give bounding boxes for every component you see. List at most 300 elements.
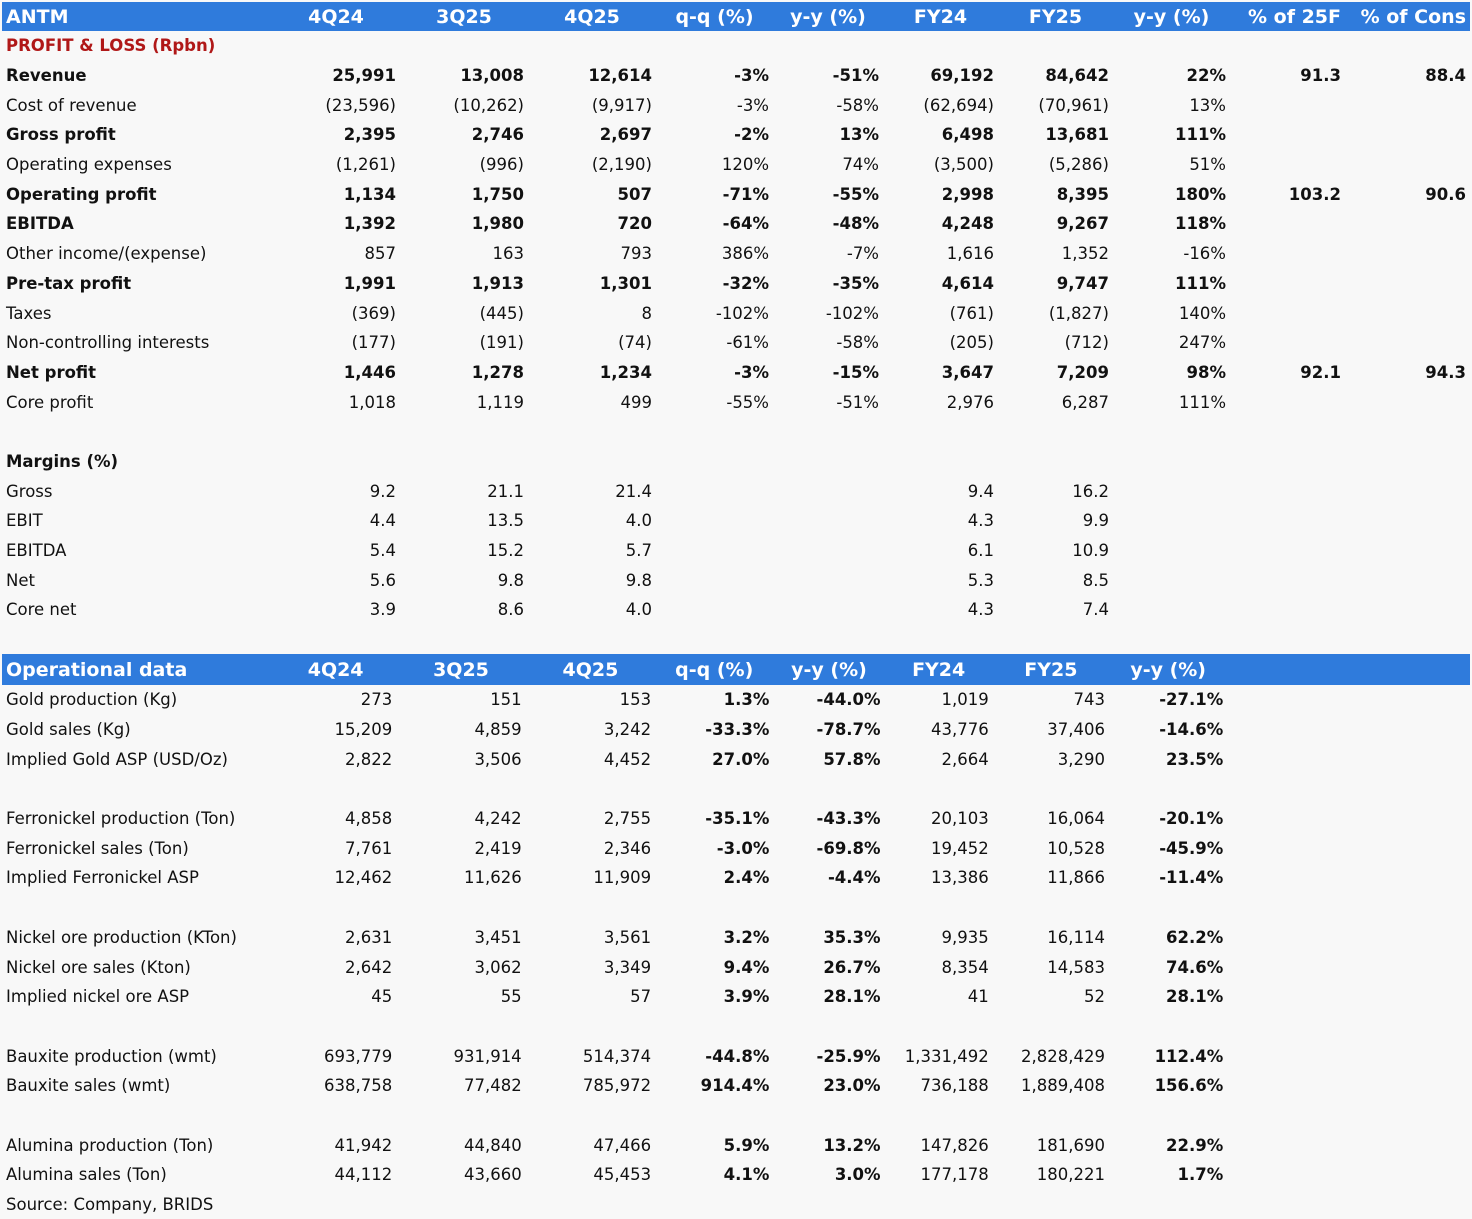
- table-row: [2, 863, 1470, 893]
- table-row: [2, 150, 1470, 180]
- table-cell: 16.2: [1072, 481, 1109, 501]
- table-cell: 5.6: [369, 570, 396, 590]
- table-cell: 2,697: [599, 125, 652, 145]
- row-label: Taxes: [6, 303, 52, 323]
- table-cell: 23.0%: [823, 1076, 881, 1096]
- table-row: [2, 1041, 1470, 1071]
- table-row: [2, 358, 1470, 388]
- table-cell: 514,374: [582, 1046, 652, 1066]
- table-cell: 14,583: [1047, 957, 1106, 977]
- table-cell: [1345, 476, 1470, 506]
- table-cell: (62,694): [923, 95, 994, 115]
- table-cell: 21.1: [487, 481, 524, 501]
- table-cell: 43,660: [463, 1165, 522, 1185]
- table-cell: 140%: [1178, 303, 1226, 323]
- table-cell: 3.2%: [723, 927, 770, 947]
- table-row: [2, 239, 1470, 269]
- table-cell: 84,642: [1045, 66, 1109, 86]
- table-cell: 16,114: [1047, 927, 1106, 947]
- table-cell: -55%: [726, 392, 769, 412]
- table-cell: 111%: [1175, 273, 1226, 293]
- spacer-cell: [2, 1101, 1470, 1131]
- table-cell: 57: [630, 987, 652, 1007]
- table-cell: 77,482: [463, 1076, 522, 1096]
- table-cell: [1113, 476, 1230, 506]
- table-cell: 2,664: [941, 749, 989, 769]
- spacer-row: [2, 774, 1470, 804]
- table-cell: 10.9: [1072, 541, 1109, 561]
- pl-section-title: [2, 31, 1470, 61]
- table-cell: 3.9: [369, 600, 396, 620]
- table-cell: 181,690: [1036, 1135, 1106, 1155]
- table-cell: 2,828,429: [1021, 1046, 1106, 1066]
- row-label: Gold sales (Kg): [6, 720, 131, 740]
- table-cell: [1345, 239, 1470, 269]
- ops-header-cell: y-y (%): [773, 654, 884, 685]
- pl-header-cell: % of Cons: [1345, 2, 1470, 31]
- table-cell: 3,242: [603, 720, 652, 740]
- table-cell: 5.3: [967, 570, 994, 590]
- table-cell: 793: [620, 244, 652, 264]
- table-cell: [773, 565, 883, 595]
- spacer-cell: [2, 774, 1470, 804]
- table-cell: [1345, 120, 1470, 150]
- table-cell: 1,234: [599, 362, 652, 382]
- table-cell: 94.3: [1425, 362, 1466, 382]
- table-cell: 9.4%: [723, 957, 770, 977]
- table-cell: 15.2: [487, 541, 524, 561]
- table-cell: 1.3%: [723, 690, 770, 710]
- table-cell: [1230, 239, 1345, 269]
- table-cell: 1,134: [343, 184, 396, 204]
- row-label: Net profit: [6, 362, 97, 382]
- row-label: Cost of revenue: [6, 95, 137, 115]
- table-cell: [1345, 536, 1470, 566]
- table-cell: 1,991: [343, 273, 396, 293]
- table-cell: [1345, 209, 1470, 239]
- table-cell: 74.6%: [1166, 957, 1224, 977]
- table-cell: 111%: [1175, 125, 1226, 145]
- row-label: EBITDA: [6, 541, 67, 561]
- table-cell: 90.6: [1425, 184, 1466, 204]
- table-cell: 2,642: [345, 957, 393, 977]
- table-cell: 3,647: [941, 362, 994, 382]
- table-cell: -51%: [832, 66, 879, 86]
- table-cell: [1230, 328, 1345, 358]
- table-cell: [1230, 506, 1345, 536]
- table-cell: 5.9%: [723, 1135, 770, 1155]
- table-cell: 120%: [721, 155, 769, 175]
- spacer-row: [2, 1012, 1470, 1042]
- table-cell: 45,453: [593, 1165, 652, 1185]
- row-label: Gold production (Kg): [6, 690, 178, 710]
- spacer-row: [2, 417, 1470, 447]
- table-row: [2, 387, 1470, 417]
- header-filler: [1227, 654, 1470, 685]
- table-cell: 1.7%: [1177, 1165, 1224, 1185]
- table-cell: 4,242: [474, 809, 522, 829]
- table-cell: -61%: [726, 333, 769, 353]
- pl-header-cell: 4Q25: [528, 2, 656, 31]
- table-cell: 22.9%: [1166, 1135, 1224, 1155]
- table-cell: 23.5%: [1166, 749, 1224, 769]
- table-cell: 4.3: [967, 600, 994, 620]
- table-row: [2, 595, 1470, 625]
- row-label: Nickel ore sales (Kton): [6, 957, 191, 977]
- table-cell: 153: [619, 690, 652, 710]
- table-cell: 8.5: [1082, 570, 1109, 590]
- table-cell: 9.4: [967, 481, 994, 501]
- table-cell: (70,961): [1038, 95, 1109, 115]
- table-cell: 180,221: [1036, 1165, 1106, 1185]
- ops-header-cell: 3Q25: [396, 654, 525, 685]
- table-cell: 13,008: [460, 66, 524, 86]
- table-cell: 6,287: [1061, 392, 1109, 412]
- table-cell: 8: [641, 303, 652, 323]
- section-title: PROFIT & LOSS (Rpbn): [6, 36, 216, 56]
- table-cell: 2,976: [946, 392, 994, 412]
- table-cell: 9.9: [1082, 511, 1109, 531]
- table-cell: [656, 565, 773, 595]
- table-cell: 3,506: [474, 749, 522, 769]
- table-cell: [773, 595, 883, 625]
- table-cell: 111%: [1178, 392, 1226, 412]
- row-label: Gross: [6, 481, 53, 501]
- table-cell: 177,178: [920, 1165, 989, 1185]
- table-cell: -71%: [722, 184, 769, 204]
- table-cell: 3.0%: [834, 1165, 881, 1185]
- table-cell: (445): [479, 303, 524, 323]
- table-cell: 13.2%: [823, 1135, 881, 1155]
- table-cell: -35%: [832, 273, 879, 293]
- table-cell: -3%: [734, 362, 769, 382]
- table-cell: 5.7: [625, 541, 652, 561]
- table-row: [2, 804, 1470, 834]
- table-cell: (10,262): [453, 95, 524, 115]
- ops-header-cell: FY24: [885, 654, 993, 685]
- table-cell: 9.8: [497, 570, 524, 590]
- pl-header-cell: y-y (%): [773, 2, 883, 31]
- table-cell: 28.1%: [1166, 987, 1224, 1007]
- table-cell: 13,386: [931, 868, 989, 888]
- table-cell: (996): [479, 155, 524, 175]
- table-cell: 2,631: [345, 927, 393, 947]
- table-row: [2, 120, 1470, 150]
- table-cell: 6,498: [941, 125, 994, 145]
- table-cell: 857: [364, 244, 396, 264]
- table-cell: 52: [1084, 987, 1106, 1007]
- table-cell: 3,561: [603, 927, 652, 947]
- table-row: [2, 1130, 1470, 1160]
- ops-header-cell: q-q (%): [655, 654, 773, 685]
- pl-header-cell: 4Q24: [272, 2, 400, 31]
- row-label: Implied nickel ore ASP: [6, 987, 190, 1007]
- table-cell: 9.8: [625, 570, 652, 590]
- table-cell: 98%: [1186, 362, 1226, 382]
- table-cell: 112.4%: [1154, 1046, 1224, 1066]
- table-cell: 1,352: [1061, 244, 1109, 264]
- table-cell: 743: [1073, 690, 1106, 710]
- pl-header-cell: FY24: [883, 2, 998, 31]
- table-row: [2, 328, 1470, 358]
- table-cell: 8,354: [941, 957, 989, 977]
- row-label: Ferronickel sales (Ton): [6, 838, 189, 858]
- table-cell: 3,290: [1057, 749, 1106, 769]
- table-cell: 11,866: [1047, 868, 1106, 888]
- pl-header-row: [2, 2, 1470, 31]
- table-cell: 11,909: [593, 868, 652, 888]
- table-row: [2, 476, 1470, 506]
- table-cell: -4.4%: [827, 868, 881, 888]
- table-cell: 3,062: [474, 957, 522, 977]
- ops-header-row: [2, 654, 1470, 685]
- table-cell: 12,462: [334, 868, 393, 888]
- table-cell: -43.3%: [816, 809, 881, 829]
- table-cell: 3,451: [474, 927, 522, 947]
- table-cell: 25,991: [332, 66, 396, 86]
- table-cell: [1230, 387, 1345, 417]
- table-cell: (1,827): [1048, 303, 1109, 323]
- table-cell: (205): [949, 333, 994, 353]
- row-label: EBIT: [6, 511, 43, 531]
- row-label: Bauxite sales (wmt): [6, 1076, 171, 1096]
- table-cell: 5.4: [369, 541, 396, 561]
- table-cell: [1230, 269, 1345, 299]
- table-cell: (74): [618, 333, 652, 353]
- table-cell: [1345, 298, 1470, 328]
- table-cell: 9,267: [1056, 214, 1109, 234]
- table-cell: 11,626: [463, 868, 522, 888]
- table-row: [2, 179, 1470, 209]
- table-cell: 1,980: [471, 214, 524, 234]
- table-cell: 1,278: [471, 362, 524, 382]
- table-cell: -11.4%: [1159, 868, 1224, 888]
- table-cell: [1345, 90, 1470, 120]
- table-cell: (177): [351, 333, 396, 353]
- table-cell: 16,064: [1047, 809, 1106, 829]
- table-cell: 1,889,408: [1021, 1076, 1106, 1096]
- table-cell: 21.4: [615, 481, 652, 501]
- table-cell: [1230, 536, 1345, 566]
- table-cell: [1230, 90, 1345, 120]
- table-row: [2, 744, 1470, 774]
- table-cell: 74%: [842, 155, 879, 175]
- margins-title-row: [2, 447, 1470, 477]
- row-label: Ferronickel production (Ton): [6, 809, 236, 829]
- table-cell: 2,346: [603, 838, 652, 858]
- table-cell: 44,840: [463, 1135, 522, 1155]
- table-cell: 3,349: [603, 957, 652, 977]
- table-cell: 163: [492, 244, 524, 264]
- table-cell: 41,942: [334, 1135, 393, 1155]
- table-cell: 785,972: [582, 1076, 652, 1096]
- table-cell: [773, 506, 883, 536]
- table-cell: -69.8%: [816, 838, 881, 858]
- table-cell: [1345, 328, 1470, 358]
- spacer-row: [2, 893, 1470, 923]
- table-cell: -45.9%: [1159, 838, 1224, 858]
- table-cell: (191): [479, 333, 524, 353]
- table-cell: 12,614: [588, 66, 652, 86]
- table-row: [2, 982, 1470, 1012]
- table-cell: -3%: [734, 66, 769, 86]
- table-cell: 180%: [1175, 184, 1226, 204]
- table-cell: 507: [617, 184, 652, 204]
- table-cell: 720: [617, 214, 652, 234]
- table-cell: [1113, 565, 1230, 595]
- table-row: [2, 536, 1470, 566]
- table-row: [2, 923, 1470, 953]
- table-row: [2, 685, 1470, 715]
- table-row: [2, 269, 1470, 299]
- table-cell: 1,913: [471, 273, 524, 293]
- spacer-cell: [2, 417, 1470, 447]
- ops-header-cell: Operational data: [2, 654, 275, 685]
- table-cell: 1,018: [348, 392, 396, 412]
- table-cell: 4,248: [941, 214, 994, 234]
- row-label: Implied Ferronickel ASP: [6, 868, 199, 888]
- table-cell: 1,331,492: [904, 1046, 989, 1066]
- row-label: Alumina sales (Ton): [6, 1165, 167, 1185]
- table-cell: -14.6%: [1159, 720, 1224, 740]
- table-cell: (1,261): [335, 155, 396, 175]
- row-label: Other income/(expense): [6, 244, 207, 264]
- pl-header-cell: 3Q25: [400, 2, 528, 31]
- spacer-cell: [2, 1012, 1470, 1042]
- table-cell: -16%: [1183, 244, 1226, 264]
- table-row: [2, 1071, 1470, 1101]
- table-cell: 151: [490, 690, 522, 710]
- table-cell: 156.6%: [1154, 1076, 1224, 1096]
- table-cell: -3%: [736, 95, 769, 115]
- pl-header-cell: ANTM: [2, 2, 272, 31]
- table-cell: 2,419: [474, 838, 522, 858]
- table-cell: -20.1%: [1159, 809, 1224, 829]
- ops-header-cell: 4Q25: [526, 654, 655, 685]
- table-cell: -48%: [832, 214, 879, 234]
- table-cell: 1,750: [471, 184, 524, 204]
- table-cell: 247%: [1178, 333, 1226, 353]
- table-row: [2, 833, 1470, 863]
- table-row: [2, 506, 1470, 536]
- table-cell: 15,209: [334, 720, 393, 740]
- row-label: Core net: [6, 600, 77, 620]
- table-cell: 8,395: [1056, 184, 1109, 204]
- table-row: [2, 565, 1470, 595]
- table-cell: [1345, 506, 1470, 536]
- table-cell: 1,019: [941, 690, 989, 710]
- operational-data-table: [2, 654, 1470, 1219]
- table-cell: 7,209: [1056, 362, 1109, 382]
- row-label: Operating profit: [6, 184, 157, 204]
- table-cell: 499: [620, 392, 652, 412]
- table-cell: 2,755: [603, 809, 652, 829]
- table-cell: 91.3: [1300, 66, 1341, 86]
- table-cell: 4.1%: [723, 1165, 770, 1185]
- ops-header-cell: 4Q24: [275, 654, 396, 685]
- table-cell: 2,395: [343, 125, 396, 145]
- table-cell: (5,286): [1048, 155, 1109, 175]
- row-label: Bauxite production (wmt): [6, 1046, 217, 1066]
- table-cell: 736,188: [920, 1076, 989, 1096]
- row-label: Alumina production (Ton): [6, 1135, 214, 1155]
- row-label: Revenue: [6, 66, 87, 86]
- table-cell: 47,466: [593, 1135, 652, 1155]
- table-cell: -58%: [836, 95, 879, 115]
- table-cell: -2%: [734, 125, 769, 145]
- table-cell: -51%: [836, 392, 879, 412]
- table-cell: [1345, 595, 1470, 625]
- table-cell: [1113, 536, 1230, 566]
- table-cell: 7,761: [345, 838, 393, 858]
- table-row: [2, 1160, 1470, 1190]
- table-row: [2, 209, 1470, 239]
- table-cell: -44.8%: [705, 1046, 770, 1066]
- table-cell: [1113, 506, 1230, 536]
- table-cell: 9,747: [1056, 273, 1109, 293]
- table-cell: 2,746: [471, 125, 524, 145]
- table-cell: 118%: [1175, 214, 1226, 234]
- table-cell: [1230, 476, 1345, 506]
- table-cell: -44.0%: [816, 690, 881, 710]
- table-cell: 13,681: [1045, 125, 1109, 145]
- table-cell: -58%: [836, 333, 879, 353]
- table-cell: 4.0: [625, 600, 652, 620]
- table-cell: 55: [500, 987, 522, 1007]
- table-cell: 9.2: [369, 481, 396, 501]
- table-cell: 4.3: [967, 511, 994, 531]
- table-cell: [1230, 209, 1345, 239]
- table-cell: 4,859: [474, 720, 522, 740]
- table-cell: 2.4%: [723, 868, 770, 888]
- table-cell: 45: [371, 987, 393, 1007]
- table-cell: 88.4: [1425, 66, 1466, 86]
- table-cell: 8.6: [497, 600, 524, 620]
- table-cell: 69,192: [930, 66, 994, 86]
- source-row: [2, 1190, 1470, 1219]
- table-cell: -3.0%: [716, 838, 770, 858]
- table-cell: 3.9%: [723, 987, 770, 1007]
- table-cell: 9,935: [941, 927, 989, 947]
- table-cell: 57.8%: [823, 749, 881, 769]
- table-cell: [1230, 565, 1345, 595]
- pl-header-cell: q-q (%): [656, 2, 773, 31]
- table-cell: 37,406: [1047, 720, 1106, 740]
- table-cell: 28.1%: [823, 987, 881, 1007]
- margins-title: Margins (%): [6, 451, 119, 471]
- profit-loss-table: [2, 2, 1470, 625]
- table-cell: 273: [360, 690, 393, 710]
- table-row: [2, 298, 1470, 328]
- table-cell: -35.1%: [705, 809, 770, 829]
- table-cell: [1230, 595, 1345, 625]
- table-cell: 4.4: [369, 511, 396, 531]
- table-cell: 13%: [839, 125, 879, 145]
- row-label: Core profit: [6, 392, 94, 412]
- table-cell: [1345, 387, 1470, 417]
- table-cell: (369): [351, 303, 396, 323]
- table-cell: -15%: [832, 362, 879, 382]
- table-cell: 1,446: [343, 362, 396, 382]
- table-cell: 20,103: [931, 809, 989, 829]
- table-cell: 44,112: [334, 1165, 393, 1185]
- table-cell: 13.5: [487, 511, 524, 531]
- ops-header-cell: y-y (%): [1109, 654, 1227, 685]
- table-cell: [1345, 150, 1470, 180]
- table-cell: 7.4: [1082, 600, 1109, 620]
- spacer-row: [2, 1101, 1470, 1131]
- row-label: Non-controlling interests: [6, 333, 210, 353]
